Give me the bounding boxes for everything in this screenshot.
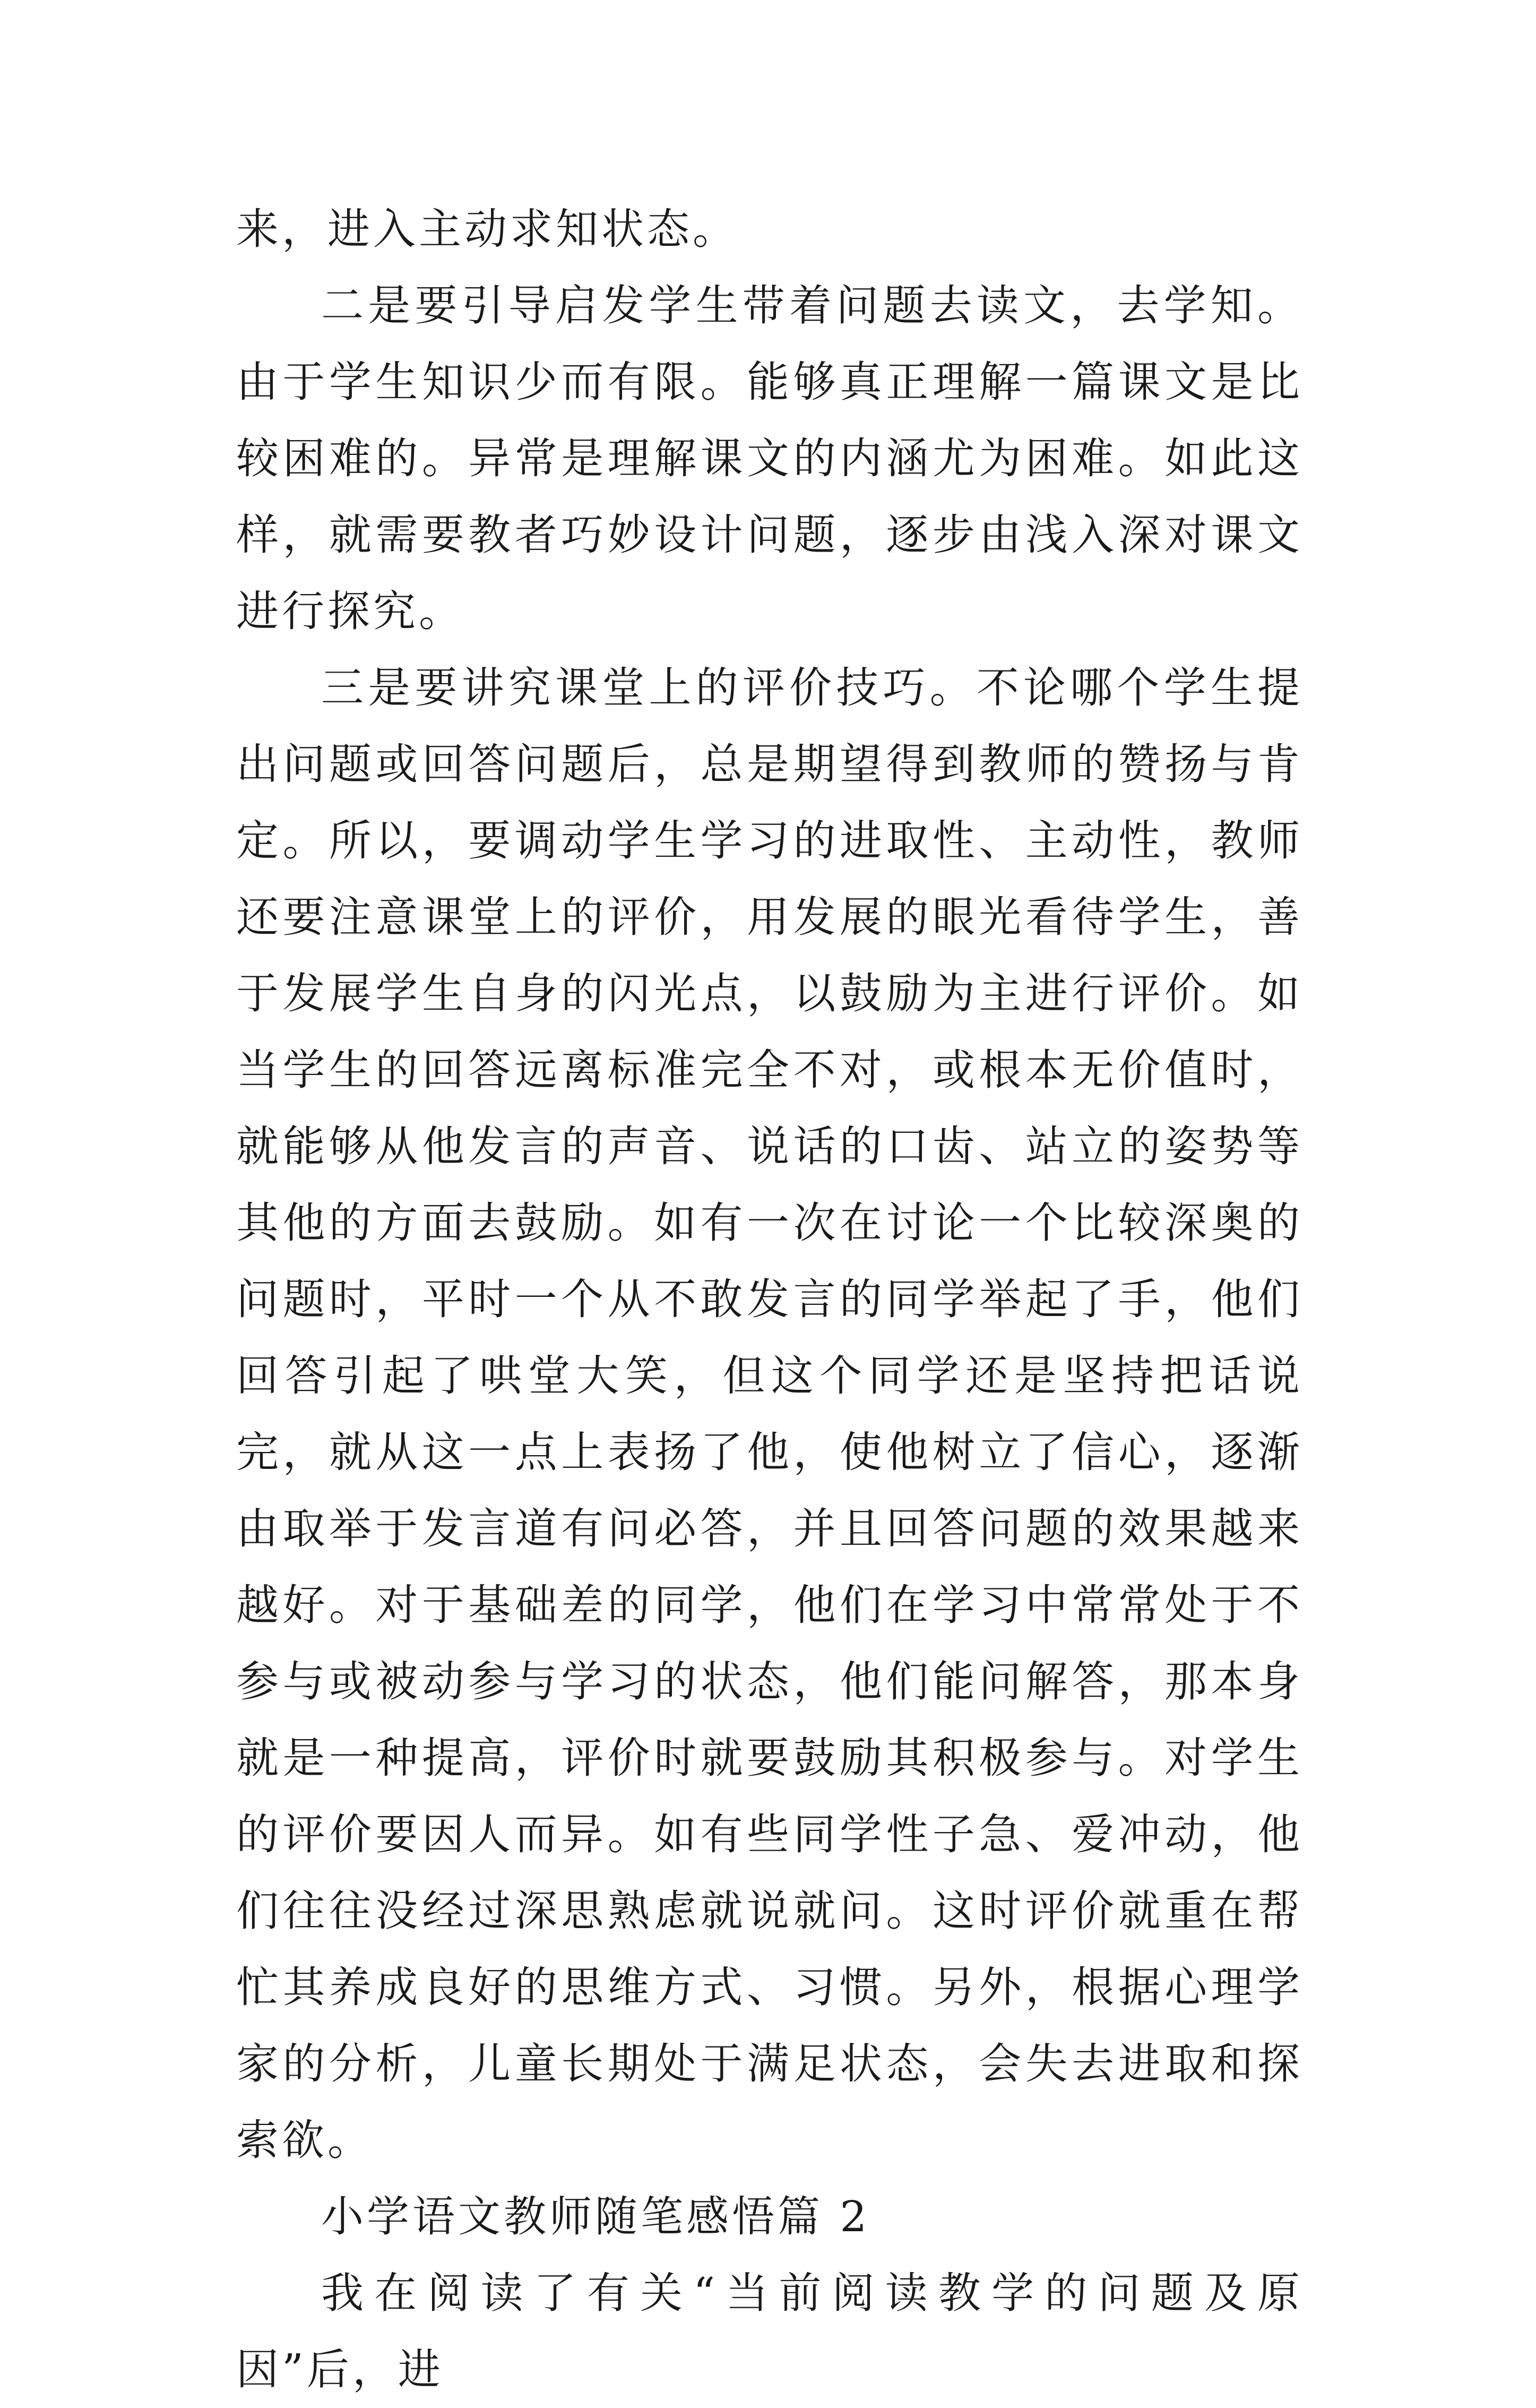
paragraph-point-three: 三是要讲究课堂上的评价技巧。不论哪个学生提出问题或回答问题后，总是期望得到教师的赞扬与肯定。所以，要调动学生学习的进取性、主动性，教师还要注意课堂上的评价，用发展的眼光看待学生，善于发展学生自身的闪光点，以鼓励为主进行评价。如当学生的回答远离标准完全不对，或根本无价值时，就能够从他发言的声音、说话的口齿、站立的姿势等其他的方面去鼓励。如有一次在讨论一个比较深奥的问题时，平时一个从不敢发言的同学举起了手，他们回答引起了哄堂大笑，但这个同学还是坚持把话说完，就从这一点上表扬了他，使他树立了信心，逐渐由取举于发言道有问必答，并且回答问题的效果越来越好。对于基础差的同学，他们在学习中常常处于不参与或被动参与学习的状态，他们能问解答，那本身就是一种提高，评价时就要鼓励其积极参与。对学生的评价要因人而异。如有些同学性子急、爱冲动，他们往往没经过深思熟虑就说就问。这时评价就重在帮忙其养成良好的思维方式、习惯。另外，根据心理学家的分析，儿童长期处于满足状态，会失去进取和探索欲。 bbox=[236, 663, 1303, 2165]
paragraph-point-two: 二是要引导启发学生带着问题去读文，去学知。由于学生知识少而有限。能够真正理解一篇课文是比较困难的。异常是理解课文的内涵尤为困难。如此这样，就需要教者巧妙设计问题，逐步由浅入深对课文进行探究。 bbox=[236, 281, 1303, 636]
document-body bbox=[236, 191, 1303, 2408]
paragraph-section-two-start: 我在阅读了有关“当前阅读教学的问题及原因”后，进 bbox=[236, 2268, 1303, 2394]
section-heading: 小学语文教师随笔感悟篇 2 bbox=[321, 2192, 870, 2241]
paragraph-continuation: 来，进入主动求知状态。 bbox=[236, 204, 738, 254]
